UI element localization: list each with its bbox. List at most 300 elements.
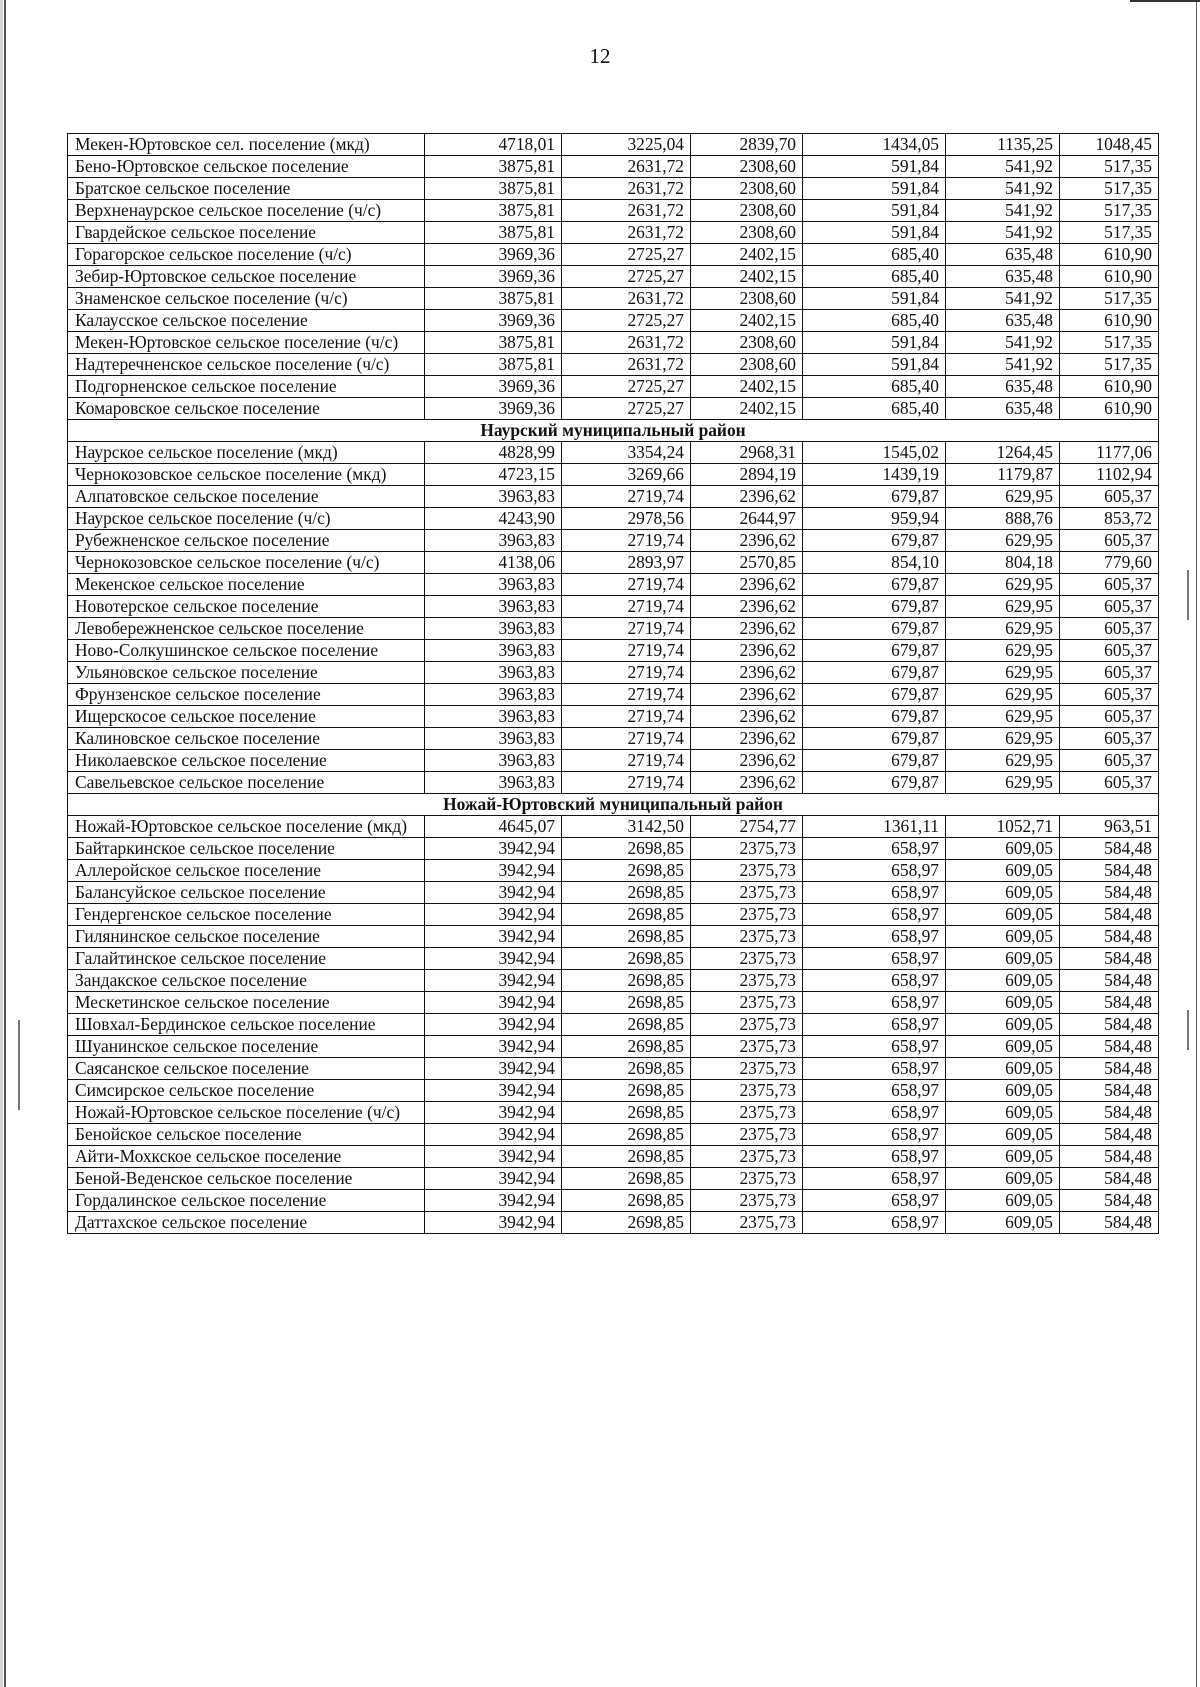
table-row: [68, 376, 1159, 398]
scan-mark: [1187, 570, 1189, 620]
value-cell: 2725,27: [562, 244, 691, 266]
value-cell: 2719,74: [562, 640, 691, 662]
value-cell: 3942,94: [425, 838, 562, 860]
value-cell: 629,95: [946, 684, 1060, 706]
table-row: [68, 816, 1159, 838]
value-cell: 3963,83: [425, 684, 562, 706]
value-cell: 517,35: [1060, 156, 1159, 178]
value-cell: 4723,15: [425, 464, 562, 486]
value-cell: 4828,99: [425, 442, 562, 464]
scan-edge-top: [1130, 0, 1200, 2]
value-cell: 584,48: [1060, 904, 1159, 926]
settlement-name: Ищерскосое сельское поселение: [68, 706, 425, 728]
table-row: [68, 728, 1159, 750]
value-cell: 3225,04: [562, 134, 691, 156]
value-cell: 3942,94: [425, 904, 562, 926]
value-cell: 3942,94: [425, 1146, 562, 1168]
settlement-name: Зебир-Юртовское сельское поселение: [68, 266, 425, 288]
table-row: [68, 706, 1159, 728]
value-cell: 2375,73: [691, 970, 803, 992]
value-cell: 609,05: [946, 1036, 1060, 1058]
value-cell: 2396,62: [691, 684, 803, 706]
value-cell: 2396,62: [691, 728, 803, 750]
value-cell: 609,05: [946, 904, 1060, 926]
table-row: [68, 948, 1159, 970]
value-cell: 2308,60: [691, 200, 803, 222]
settlement-name: Наурское сельское поселение (ч/с): [68, 508, 425, 530]
value-cell: 2396,62: [691, 618, 803, 640]
value-cell: 658,97: [803, 992, 946, 1014]
value-cell: 1434,05: [803, 134, 946, 156]
value-cell: 635,48: [946, 376, 1060, 398]
value-cell: 3875,81: [425, 288, 562, 310]
value-cell: 2719,74: [562, 596, 691, 618]
value-cell: 605,37: [1060, 618, 1159, 640]
settlement-name: Гвардейское сельское поселение: [68, 222, 425, 244]
value-cell: 591,84: [803, 156, 946, 178]
value-cell: 3963,83: [425, 728, 562, 750]
value-cell: 2396,62: [691, 574, 803, 596]
value-cell: 629,95: [946, 574, 1060, 596]
value-cell: 2396,62: [691, 596, 803, 618]
value-cell: 609,05: [946, 948, 1060, 970]
settlement-name: Чернокозовское сельское поселение (ч/с): [68, 552, 425, 574]
value-cell: 517,35: [1060, 200, 1159, 222]
table-row: [68, 442, 1159, 464]
value-cell: 3963,83: [425, 750, 562, 772]
settlement-name: Шовхал-Бердинское сельское поселение: [68, 1014, 425, 1036]
value-cell: 2375,73: [691, 926, 803, 948]
value-cell: 2375,73: [691, 1124, 803, 1146]
value-cell: 2978,56: [562, 508, 691, 530]
value-cell: 2698,85: [562, 1212, 691, 1234]
value-cell: 2375,73: [691, 1036, 803, 1058]
scan-edge-right: [1196, 0, 1197, 1687]
value-cell: 779,60: [1060, 552, 1159, 574]
value-cell: 584,48: [1060, 1146, 1159, 1168]
value-cell: 2719,74: [562, 772, 691, 794]
value-cell: 610,90: [1060, 244, 1159, 266]
value-cell: 658,97: [803, 1058, 946, 1080]
value-cell: 2725,27: [562, 310, 691, 332]
value-cell: 2754,77: [691, 816, 803, 838]
table-row: [68, 684, 1159, 706]
value-cell: 629,95: [946, 618, 1060, 640]
value-cell: 3942,94: [425, 1102, 562, 1124]
value-cell: 3875,81: [425, 222, 562, 244]
value-cell: 2698,85: [562, 904, 691, 926]
value-cell: 609,05: [946, 838, 1060, 860]
value-cell: 3942,94: [425, 1212, 562, 1234]
value-cell: 605,37: [1060, 596, 1159, 618]
section-title: Наурский муниципальный район: [68, 420, 1159, 442]
value-cell: 3963,83: [425, 772, 562, 794]
value-cell: 584,48: [1060, 1102, 1159, 1124]
value-cell: 679,87: [803, 618, 946, 640]
value-cell: 888,76: [946, 508, 1060, 530]
value-cell: 685,40: [803, 310, 946, 332]
settlement-name: Ножай-Юртовское сельское поселение (мкд): [68, 816, 425, 838]
value-cell: 685,40: [803, 376, 946, 398]
value-cell: 658,97: [803, 1014, 946, 1036]
value-cell: 2308,60: [691, 178, 803, 200]
value-cell: 2631,72: [562, 354, 691, 376]
settlement-name: Верхненаурское сельское поселение (ч/с): [68, 200, 425, 222]
value-cell: 609,05: [946, 1058, 1060, 1080]
value-cell: 1361,11: [803, 816, 946, 838]
value-cell: 2698,85: [562, 970, 691, 992]
value-cell: 2375,73: [691, 1014, 803, 1036]
value-cell: 2402,15: [691, 266, 803, 288]
value-cell: 609,05: [946, 1014, 1060, 1036]
value-cell: 2719,74: [562, 728, 691, 750]
value-cell: 2698,85: [562, 948, 691, 970]
settlement-name: Николаевское сельское поселение: [68, 750, 425, 772]
settlement-name: Зандакское сельское поселение: [68, 970, 425, 992]
value-cell: 3963,83: [425, 618, 562, 640]
value-cell: 517,35: [1060, 222, 1159, 244]
value-cell: 854,10: [803, 552, 946, 574]
table-row: [68, 970, 1159, 992]
value-cell: 658,97: [803, 1080, 946, 1102]
value-cell: 629,95: [946, 486, 1060, 508]
scan-edge-left: [0, 0, 3, 1687]
value-cell: 3875,81: [425, 178, 562, 200]
value-cell: 2375,73: [691, 1146, 803, 1168]
value-cell: 541,92: [946, 332, 1060, 354]
page-number: 12: [589, 44, 611, 68]
table-row: [68, 1190, 1159, 1212]
value-cell: 2631,72: [562, 178, 691, 200]
value-cell: 3942,94: [425, 970, 562, 992]
value-cell: 658,97: [803, 860, 946, 882]
value-cell: 658,97: [803, 1102, 946, 1124]
settlement-name: Даттахское сельское поселение: [68, 1212, 425, 1234]
value-cell: 658,97: [803, 1036, 946, 1058]
value-cell: 3942,94: [425, 1080, 562, 1102]
table-row: [68, 266, 1159, 288]
value-cell: 2719,74: [562, 530, 691, 552]
value-cell: 2725,27: [562, 398, 691, 420]
value-cell: 685,40: [803, 266, 946, 288]
value-cell: 609,05: [946, 1212, 1060, 1234]
value-cell: 3942,94: [425, 926, 562, 948]
value-cell: 2698,85: [562, 882, 691, 904]
value-cell: 658,97: [803, 1168, 946, 1190]
value-cell: 605,37: [1060, 640, 1159, 662]
value-cell: 591,84: [803, 332, 946, 354]
table-row: [68, 596, 1159, 618]
table-row: [68, 1146, 1159, 1168]
value-cell: 2402,15: [691, 310, 803, 332]
value-cell: 3969,36: [425, 398, 562, 420]
value-cell: 963,51: [1060, 816, 1159, 838]
settlement-name: Наурское сельское поселение (мкд): [68, 442, 425, 464]
value-cell: 3969,36: [425, 310, 562, 332]
value-cell: 2375,73: [691, 1168, 803, 1190]
value-cell: 2375,73: [691, 1102, 803, 1124]
value-cell: 629,95: [946, 750, 1060, 772]
value-cell: 2631,72: [562, 200, 691, 222]
value-cell: 609,05: [946, 860, 1060, 882]
value-cell: 4243,90: [425, 508, 562, 530]
value-cell: 679,87: [803, 640, 946, 662]
value-cell: 609,05: [946, 1124, 1060, 1146]
table-row: [68, 772, 1159, 794]
value-cell: 3142,50: [562, 816, 691, 838]
value-cell: 610,90: [1060, 310, 1159, 332]
table-row: [68, 882, 1159, 904]
table-row: [68, 222, 1159, 244]
scan-mark: [1187, 1010, 1189, 1050]
value-cell: 605,37: [1060, 750, 1159, 772]
settlement-name: Братское сельское поселение: [68, 178, 425, 200]
value-cell: 609,05: [946, 1102, 1060, 1124]
settlement-name: Комаровское сельское поселение: [68, 398, 425, 420]
value-cell: 679,87: [803, 662, 946, 684]
value-cell: 541,92: [946, 200, 1060, 222]
value-cell: 635,48: [946, 310, 1060, 332]
value-cell: 584,48: [1060, 1080, 1159, 1102]
table-row: [68, 640, 1159, 662]
value-cell: 1179,87: [946, 464, 1060, 486]
value-cell: 629,95: [946, 640, 1060, 662]
value-cell: 3942,94: [425, 948, 562, 970]
table-row: [68, 1168, 1159, 1190]
value-cell: 3942,94: [425, 1058, 562, 1080]
value-cell: 629,95: [946, 662, 1060, 684]
value-cell: 3942,94: [425, 1190, 562, 1212]
settlement-name: Надтеречненское сельское поселение (ч/с): [68, 354, 425, 376]
table-row: [68, 574, 1159, 596]
value-cell: 4718,01: [425, 134, 562, 156]
value-cell: 629,95: [946, 772, 1060, 794]
value-cell: 4138,06: [425, 552, 562, 574]
value-cell: 2308,60: [691, 222, 803, 244]
value-cell: 959,94: [803, 508, 946, 530]
value-cell: 629,95: [946, 728, 1060, 750]
value-cell: 609,05: [946, 1190, 1060, 1212]
value-cell: 658,97: [803, 926, 946, 948]
table-row: [68, 1014, 1159, 1036]
value-cell: 3963,83: [425, 486, 562, 508]
value-cell: 2719,74: [562, 750, 691, 772]
value-cell: 629,95: [946, 706, 1060, 728]
value-cell: 584,48: [1060, 1212, 1159, 1234]
value-cell: 658,97: [803, 882, 946, 904]
value-cell: 605,37: [1060, 574, 1159, 596]
value-cell: 2396,62: [691, 662, 803, 684]
table-body: [68, 134, 1159, 1234]
table-row: [68, 1124, 1159, 1146]
value-cell: 2644,97: [691, 508, 803, 530]
settlement-name: Бено-Юртовское сельское поселение: [68, 156, 425, 178]
value-cell: 3963,83: [425, 706, 562, 728]
value-cell: 517,35: [1060, 332, 1159, 354]
settlement-name: Байтаркинское сельское поселение: [68, 838, 425, 860]
value-cell: 3963,83: [425, 640, 562, 662]
value-cell: 605,37: [1060, 684, 1159, 706]
value-cell: 3875,81: [425, 332, 562, 354]
value-cell: 1545,02: [803, 442, 946, 464]
settlement-name: Мескетинское сельское поселение: [68, 992, 425, 1014]
value-cell: 3942,94: [425, 1014, 562, 1036]
value-cell: 2631,72: [562, 222, 691, 244]
value-cell: 1135,25: [946, 134, 1060, 156]
value-cell: 584,48: [1060, 1036, 1159, 1058]
value-cell: 2719,74: [562, 618, 691, 640]
value-cell: 609,05: [946, 992, 1060, 1014]
settlement-name: Гордалинское сельское поселение: [68, 1190, 425, 1212]
table-row: [68, 486, 1159, 508]
value-cell: 584,48: [1060, 882, 1159, 904]
table-row: [68, 1212, 1159, 1234]
value-cell: 3269,66: [562, 464, 691, 486]
value-cell: 658,97: [803, 1190, 946, 1212]
settlement-name: Балансуйское сельское поселение: [68, 882, 425, 904]
table-row: [68, 508, 1159, 530]
value-cell: 1439,19: [803, 464, 946, 486]
value-cell: 3963,83: [425, 574, 562, 596]
settlement-name: Горагорское сельское поселение (ч/с): [68, 244, 425, 266]
value-cell: 2375,73: [691, 1080, 803, 1102]
value-cell: 679,87: [803, 596, 946, 618]
value-cell: 2698,85: [562, 1168, 691, 1190]
settlement-name: Калиновское сельское поселение: [68, 728, 425, 750]
value-cell: 541,92: [946, 222, 1060, 244]
value-cell: 584,48: [1060, 926, 1159, 948]
value-cell: 2402,15: [691, 244, 803, 266]
value-cell: 609,05: [946, 1080, 1060, 1102]
table-row: [68, 156, 1159, 178]
settlement-name: Савельевское сельское поселение: [68, 772, 425, 794]
value-cell: 2698,85: [562, 926, 691, 948]
value-cell: 2719,74: [562, 574, 691, 596]
value-cell: 3969,36: [425, 244, 562, 266]
table-row: [68, 178, 1159, 200]
value-cell: 4645,07: [425, 816, 562, 838]
value-cell: 591,84: [803, 200, 946, 222]
value-cell: 541,92: [946, 178, 1060, 200]
value-cell: 679,87: [803, 486, 946, 508]
value-cell: 679,87: [803, 750, 946, 772]
value-cell: 2725,27: [562, 376, 691, 398]
value-cell: 679,87: [803, 772, 946, 794]
table-row: [68, 662, 1159, 684]
settlement-name: Калаусское сельское поселение: [68, 310, 425, 332]
value-cell: 2839,70: [691, 134, 803, 156]
value-cell: 591,84: [803, 178, 946, 200]
value-cell: 2375,73: [691, 1190, 803, 1212]
value-cell: 3354,24: [562, 442, 691, 464]
value-cell: 591,84: [803, 222, 946, 244]
value-cell: 3969,36: [425, 266, 562, 288]
scan-edge-left-line: [4, 0, 6, 1687]
table-row: [68, 134, 1159, 156]
value-cell: 2719,74: [562, 486, 691, 508]
settlement-name: Беной-Веденское сельское поселение: [68, 1168, 425, 1190]
value-cell: 2968,31: [691, 442, 803, 464]
value-cell: 2698,85: [562, 992, 691, 1014]
settlement-name: Айти-Мохкское сельское поселение: [68, 1146, 425, 1168]
value-cell: 1102,94: [1060, 464, 1159, 486]
table-row: [68, 530, 1159, 552]
value-cell: 609,05: [946, 1146, 1060, 1168]
settlement-name: Знаменское сельское поселение (ч/с): [68, 288, 425, 310]
value-cell: 3963,83: [425, 596, 562, 618]
section-title: Ножай-Юртовский муниципальный район: [68, 794, 1159, 816]
table-row: [68, 1036, 1159, 1058]
value-cell: 2375,73: [691, 992, 803, 1014]
value-cell: 517,35: [1060, 178, 1159, 200]
value-cell: 2375,73: [691, 860, 803, 882]
value-cell: 679,87: [803, 706, 946, 728]
value-cell: 2375,73: [691, 882, 803, 904]
value-cell: 605,37: [1060, 662, 1159, 684]
value-cell: 605,37: [1060, 706, 1159, 728]
value-cell: 658,97: [803, 1212, 946, 1234]
value-cell: 679,87: [803, 728, 946, 750]
table-row: [68, 398, 1159, 420]
value-cell: 658,97: [803, 838, 946, 860]
value-cell: 3963,83: [425, 662, 562, 684]
value-cell: 3963,83: [425, 530, 562, 552]
table-row: [68, 200, 1159, 222]
table-row: [68, 354, 1159, 376]
value-cell: 2631,72: [562, 156, 691, 178]
table-row: [68, 750, 1159, 772]
value-cell: 2698,85: [562, 1058, 691, 1080]
value-cell: 2631,72: [562, 332, 691, 354]
value-cell: 2396,62: [691, 640, 803, 662]
table-row: [68, 464, 1159, 486]
table-row: [68, 1080, 1159, 1102]
value-cell: 2375,73: [691, 1058, 803, 1080]
settlement-name: Гендергенское сельское поселение: [68, 904, 425, 926]
value-cell: 2893,97: [562, 552, 691, 574]
value-cell: 2308,60: [691, 354, 803, 376]
value-cell: 635,48: [946, 266, 1060, 288]
value-cell: 2308,60: [691, 156, 803, 178]
section-row: [68, 420, 1159, 442]
value-cell: 679,87: [803, 530, 946, 552]
settlement-name: Мекен-Юртовское сельское поселение (ч/с): [68, 332, 425, 354]
table-row: [68, 288, 1159, 310]
value-cell: 591,84: [803, 288, 946, 310]
value-cell: 679,87: [803, 574, 946, 596]
value-cell: 2570,85: [691, 552, 803, 574]
value-cell: 2396,62: [691, 772, 803, 794]
value-cell: 853,72: [1060, 508, 1159, 530]
settlement-name: Ульяновское сельское поселение: [68, 662, 425, 684]
table-row: [68, 332, 1159, 354]
value-cell: 591,84: [803, 354, 946, 376]
value-cell: 517,35: [1060, 354, 1159, 376]
settlement-name: Алпатовское сельское поселение: [68, 486, 425, 508]
table-row: [68, 618, 1159, 640]
value-cell: 605,37: [1060, 486, 1159, 508]
value-cell: 541,92: [946, 156, 1060, 178]
value-cell: 584,48: [1060, 860, 1159, 882]
value-cell: 658,97: [803, 948, 946, 970]
value-cell: 3942,94: [425, 1168, 562, 1190]
value-cell: 2402,15: [691, 398, 803, 420]
value-cell: 3875,81: [425, 354, 562, 376]
settlement-name: Ножай-Юртовское сельское поселение (ч/с): [68, 1102, 425, 1124]
value-cell: 2719,74: [562, 706, 691, 728]
table-row: [68, 1102, 1159, 1124]
value-cell: 609,05: [946, 926, 1060, 948]
